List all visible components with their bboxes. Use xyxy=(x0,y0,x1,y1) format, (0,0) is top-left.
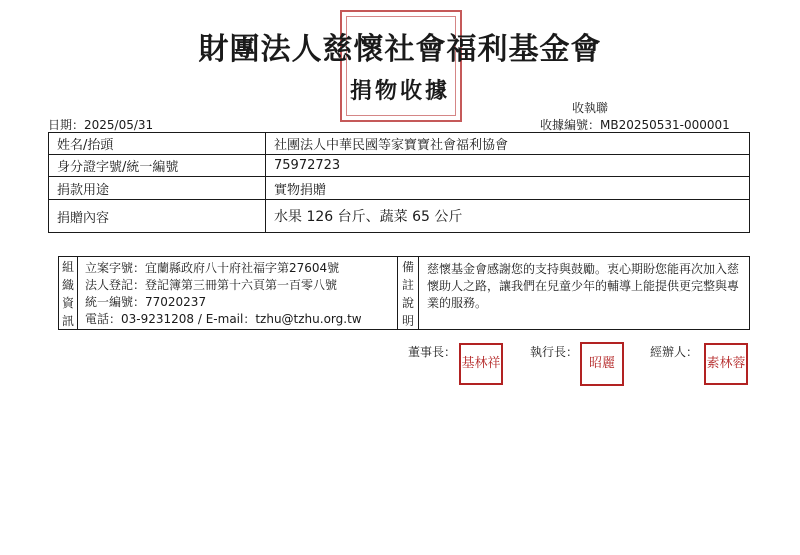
row-value-id: 75972723 xyxy=(266,155,750,177)
organization-title: 財團法人慈懷社會福利基金會 xyxy=(198,32,602,67)
table-row xyxy=(49,133,750,155)
tax-id: 統一編號：77020237 xyxy=(85,295,207,309)
row-value-content: 水果 126 台斤、蔬菜 65 公斤 xyxy=(266,200,750,233)
info-box xyxy=(58,256,750,330)
receipt-number: 收據編號：MB20250531-000001 xyxy=(540,118,730,132)
table-row xyxy=(49,177,750,200)
row-label-id: 身分證字號/統一編號 xyxy=(49,155,266,177)
table-row xyxy=(49,200,750,233)
executive-label: 執行長： xyxy=(530,345,579,359)
copy-type: 收執聯 xyxy=(572,101,609,115)
org-info-side-label: 組 織 資 訊 xyxy=(59,257,78,329)
remarks-text: 慈懷基金會感謝您的支持與鼓勵。衷心期盼您能再次加入慈懷助人之路，讓我們在兒童少年的輔導上能提供更完整與專業的服務。 xyxy=(427,262,740,310)
receipt-date: 日期：2025/05/31 xyxy=(48,118,154,132)
row-label-name: 姓名/抬頭 xyxy=(49,133,266,155)
remarks-side-label: 備 註 說 明 xyxy=(397,257,419,329)
document-title: 捐物收據 xyxy=(349,79,450,104)
row-value-purpose: 實物捐贈 xyxy=(266,177,750,200)
row-label-purpose: 捐款用途 xyxy=(49,177,266,200)
row-label-content: 捐贈內容 xyxy=(49,200,266,233)
registration-number: 立案字號：宜蘭縣政府八十府社福字第27604號 xyxy=(85,261,340,275)
contact-info: 電話：03-9231208 / E-mail：tzhu@tzhu.org.tw xyxy=(85,312,362,326)
executive-seal: 昭麗 xyxy=(580,342,624,386)
chairman-seal: 基林祥 xyxy=(459,343,503,385)
chairman-label: 董事長： xyxy=(408,345,457,359)
handler-seal: 素林蓉 xyxy=(704,343,748,385)
legal-registration: 法人登記：登記簿第三冊第十六頁第一百零八號 xyxy=(85,278,338,292)
table-row xyxy=(49,155,750,177)
org-info-lines xyxy=(85,260,362,328)
row-value-name: 社團法人中華民國等家寶寶社會福利協會 xyxy=(266,133,750,155)
donation-table xyxy=(48,132,750,233)
handler-label: 經辦人： xyxy=(650,345,699,359)
